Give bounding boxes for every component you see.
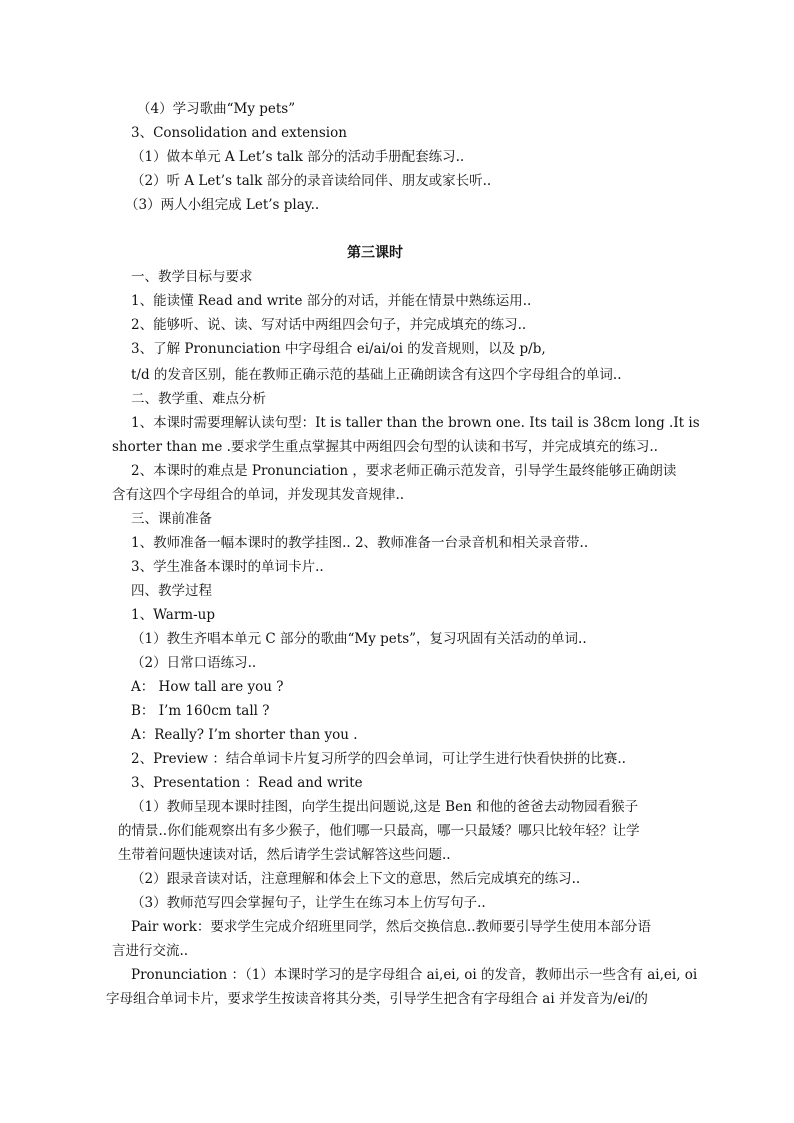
text-line: Pronunciation ：（1）本课时学习的是字母组合 ai,ei, oi 的发音，教师出示一些含有 ai,ei, oi bbox=[131, 967, 698, 983]
text-line: 2、Preview ：结合单词卡片复习所学的四会单词，可让学生进行快看快拼的比赛.. bbox=[131, 751, 626, 767]
text-line: 1、Warm-up bbox=[131, 607, 215, 623]
text-line: Pair work：要求学生完成介绍班里同学，然后交换信息..教师要引导学生使用本部分语 bbox=[131, 919, 651, 935]
text-line: 3、Consolidation and extension bbox=[131, 125, 347, 141]
text-line: （3）两人小组完成 Let’s play.. bbox=[125, 197, 320, 213]
text-line: 一、教学目标与要求 bbox=[131, 269, 253, 285]
text-line: 二、教学重、难点分析 bbox=[131, 391, 266, 407]
text-line: 四、教学过程 bbox=[131, 583, 212, 599]
text-line: 三、课前准备 bbox=[131, 511, 212, 527]
text-line: 2、本课时的难点是 Pronunciation ，要求老师正确示范发音，引导学生最终能够正确朗读 bbox=[131, 463, 677, 479]
text-line: 3、学生准备本课时的单词卡片.. bbox=[131, 559, 324, 575]
text-line: 1、能读懂 Read and write 部分的对话，并能在情景中熟练运用.. bbox=[131, 293, 532, 309]
text-line: （2）跟录音读对话，注意理解和体会上下文的意思，然后完成填充的练习.. bbox=[131, 871, 581, 887]
text-line: 3、了解 Pronunciation 中字母组合 ei/ai/oi 的发音规则，以及 p/b, bbox=[131, 341, 546, 357]
text-line: （1）教生齐唱本单元 C 部分的歌曲“My pets”，复习巩固有关活动的单词.. bbox=[131, 631, 587, 647]
text-line: A： How tall are you ? bbox=[131, 679, 284, 695]
text-line: （1）做本单元 A Let’s talk 部分的活动手册配套练习.. bbox=[131, 149, 465, 165]
text-line: 的情景..你们能观察出有多少猴子，他们哪一只最高，哪一只最矮？哪只比较年轻？让学 bbox=[118, 823, 640, 839]
text-line: 3、Presentation ：Read and write bbox=[131, 775, 363, 791]
text-line: shorter than me .要求学生重点掌握其中两组四会句型的认读和书写，并完成填充的练习.. bbox=[112, 439, 658, 455]
text-line: 含有这四个字母组合的单词，并发现其发音规律.. bbox=[112, 487, 405, 503]
text-line: （4）学习歌曲“My pets” bbox=[137, 101, 296, 117]
text-line: 1、教师准备一幅本课时的教学挂图.. 2、教师准备一台录音机和相关录音带.. bbox=[131, 535, 589, 551]
text-line: （1）教师呈现本课时挂图，向学生提出问题说,这是 Ben 和他的爸爸去动物园看猴子 bbox=[131, 799, 639, 815]
section-heading: 第三课时 bbox=[347, 245, 403, 261]
text-line: 1、本课时需要理解认读句型：It is taller than the brown one. Its tail is 38cm long .It is bbox=[131, 415, 700, 431]
text-line: 生带着问题快速读对话，然后请学生尝试解答这些问题.. bbox=[118, 847, 451, 863]
text-line: B： I’m 160cm tall ? bbox=[131, 703, 270, 719]
text-line: （2）听 A Let’s talk 部分的录音读给同伴、朋友或家长听.. bbox=[131, 173, 492, 189]
text-line: A：Really? I’m shorter than you . bbox=[131, 727, 358, 743]
text-line: 2、能够听、说、读、写对话中两组四会句子，并完成填充的练习.. bbox=[131, 317, 527, 333]
text-line: （2）日常口语练习.. bbox=[131, 655, 257, 671]
text-line: 言进行交流.. bbox=[112, 943, 189, 959]
text-line: （3）教师范写四会掌握句子，让学生在练习本上仿写句子.. bbox=[131, 895, 486, 911]
text-line: 字母组合单词卡片，要求学生按读音将其分类，引导学生把含有字母组合 ai 并发音为/ei/的 bbox=[106, 991, 648, 1007]
text-line: t/d 的发音区别，能在教师正确示范的基础上正确朗读含有这四个字母组合的单词.. bbox=[131, 367, 622, 383]
